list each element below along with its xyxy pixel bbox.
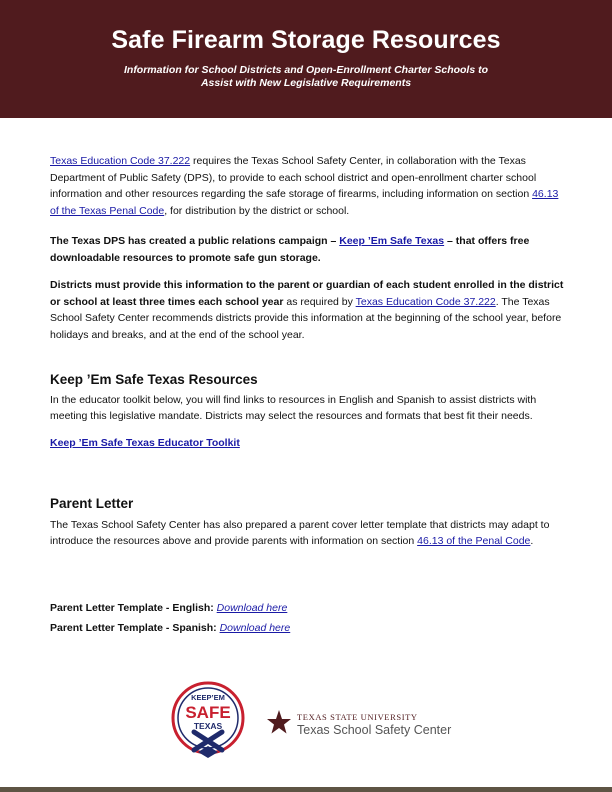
- districts-paragraph: [50, 277, 565, 343]
- page-title: Safe Firearm Storage Resources: [111, 26, 501, 54]
- page-subtitle: [100, 64, 512, 90]
- header-banner: [0, 0, 612, 118]
- parent-letter-body: The Texas School Safety Center has also prepared a parent cover letter template that districts may adapt to introduce the resources above and provide parents with information on section: [50, 518, 550, 547]
- penal-code-46-13-link[interactable]: 46.13 of the Texas Penal Code: [50, 188, 559, 217]
- logo-safe-text: SAFE: [185, 703, 231, 722]
- penal-code-link-2[interactable]: 46.13 of the Penal Code: [417, 535, 531, 547]
- intro-text-2: , for distribution by the district or school.: [164, 204, 350, 217]
- intro-paragraph: [50, 153, 565, 219]
- spanish-template-label: Parent Letter Template - Spanish:: [50, 622, 220, 634]
- spanish-download-link[interactable]: Download here: [219, 622, 291, 634]
- footer-bar: [0, 787, 612, 792]
- campaign-text-2: – that offers free downloadable resources to promote safe gun storage.: [50, 235, 530, 264]
- parent-letter-heading: Parent Letter: [50, 496, 134, 511]
- english-template-label: Parent Letter Template - English:: [50, 602, 217, 614]
- subtitle-line-2: Assist with New Legislative Requirements: [200, 77, 412, 89]
- districts-text-1: as required by: [283, 295, 356, 308]
- intro-text-1: requires the Texas School Safety Center, in collaboration with the Texas Department of Public Safety (DPS), to provide to each school district and open-enrollment charter school information and other resources regarding the safe storage of firearms, including information on section: [50, 155, 537, 200]
- resources-section: [50, 372, 565, 451]
- center-name: Texas School Safety Center: [297, 723, 452, 737]
- university-name: TEXAS STATE UNIVERSITY: [297, 712, 418, 722]
- resources-heading: Keep ’Em Safe Texas Resources: [50, 372, 258, 387]
- educator-toolkit-link[interactable]: Keep ’Em Safe Texas Educator Toolkit: [50, 436, 240, 449]
- parent-letter-body-end: .: [530, 535, 534, 547]
- spanish-template-row: [50, 622, 290, 634]
- tec-37-222-link-2[interactable]: Texas Education Code 37.222: [355, 295, 496, 308]
- resources-body: In the educator toolkit below, you will find links to resources in English and Spanish to assist districts with meeting this legislative mandate. Districts may select the resources and formats that best fit their needs.: [50, 393, 537, 422]
- english-template-row: [50, 602, 287, 614]
- logo-texas-text: TEXAS: [193, 721, 223, 731]
- subtitle-line-1: Information for School Districts and Open-Enrollment Charter Schools to: [123, 64, 489, 76]
- english-download-link[interactable]: Download here: [216, 602, 288, 614]
- keep-em-safe-link[interactable]: Keep ’Em Safe Texas: [339, 235, 445, 247]
- keep-em-safe-logo: [168, 680, 248, 760]
- tec-37-222-link[interactable]: Texas Education Code 37.222: [50, 155, 191, 167]
- logo-keep-em-text: KEEP’EM: [191, 693, 225, 702]
- star-icon: [266, 709, 292, 735]
- campaign-text-1: The Texas DPS has created a public relations campaign –: [50, 235, 340, 247]
- parent-letter-section: [50, 496, 565, 550]
- districts-bold-text: Districts must provide this information to the parent or guardian of each student enrolled in the district or school at least three times each school year: [50, 279, 564, 308]
- districts-text-2: . The Texas School Safety Center recommends districts provide this information at the beginning of the school year, before holidays and breaks, and at the end of the school year.: [50, 295, 562, 341]
- campaign-paragraph: [50, 233, 565, 266]
